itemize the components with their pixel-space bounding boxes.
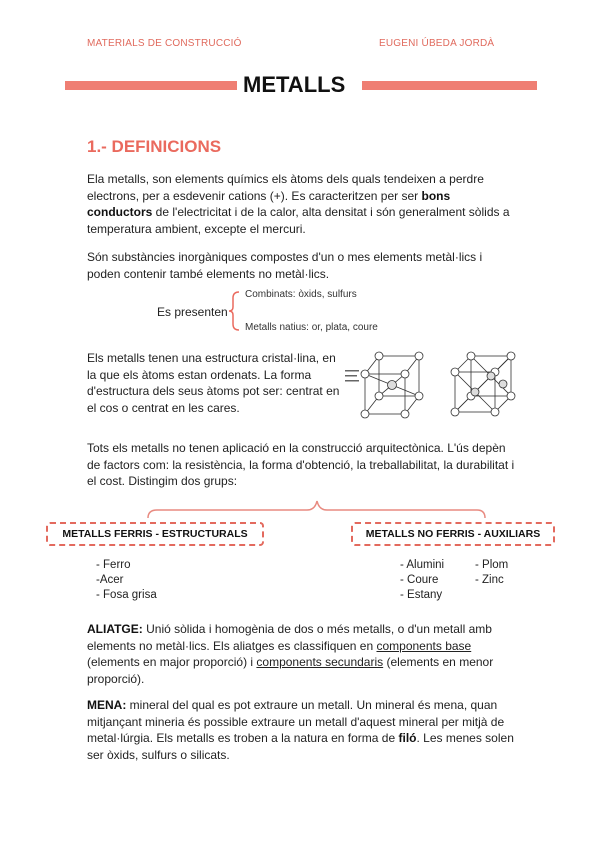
paragraph-substances: Són substàncies inorgàniques compostes d'un o mes elements metàl·lics i poden contenir també elements no metàl·lics. xyxy=(87,250,483,281)
group-bracket xyxy=(145,498,490,520)
presentation-item-1: Combinats: òxids, sulfurs xyxy=(245,289,357,300)
list-item: - Coure xyxy=(400,574,439,586)
presentation-label: Es presenten xyxy=(157,305,228,319)
paragraph-alloy: ALIATGE: Unió sòlida i homogènia de dos o més metalls, o d'un metall amb elements no metàl·lics. Els aliatges es classifiquen en components base (elements en major proporció) i components secundaris (elements en menor proporció). xyxy=(87,622,494,686)
nonferrous-list-2 xyxy=(475,558,508,588)
paragraph-definition: Ela metalls, son elements químics els àtoms dels quals tendeixen a perdre electrons, per a esdevenir cations (+). Es caracteritzen per ser bons conductors de l'electricitat i de la calor, alta densitat i són generalment sòlids a temperatura ambient, excepte el mercuri. xyxy=(87,172,510,236)
paragraph-ore: MENA: mineral del qual es pot extraure un metall. Un mineral és mena, quan mitjançant mineria és possible extraure un metall d'aquest mineral per mitjà de metal·lúrgia. Els metalls es troben a la natura en forma de filó. Les menes solen ser òxids, sulfurs o silicats. xyxy=(87,698,514,762)
section-heading: 1.- DEFINICIONS xyxy=(87,137,222,156)
list-item: - Ferro xyxy=(96,559,131,571)
header-left: MATERIALS DE CONSTRUCCIÓ xyxy=(87,38,242,49)
bcc-crystal-figure xyxy=(343,348,428,420)
presentation-item-2: Metalls natius: or, plata, coure xyxy=(245,322,378,333)
page-title: METALLS xyxy=(243,72,346,97)
list-item: - Fosa grisa xyxy=(96,589,157,601)
ferrous-group-box: METALLS FERRIS - ESTRUCTURALS xyxy=(46,522,264,546)
paragraph-applications: Tots els metalls no tenen aplicació en la construcció arquitectònica. L'ús depèn de factors com: la resistència, la forma d'obtenció, la treballabilitat, la durabilitat i el cost. Distingim dos grups: xyxy=(87,441,515,488)
list-item: - Zinc xyxy=(475,574,504,586)
paragraph-crystal: Els metalls tenen una estructura cristal·lina, en la que els àtoms estan ordenats. La forma d'estructura dels seus àtoms pot ser: centrat en el cos o centrat en les cares. xyxy=(87,351,340,415)
header-right: EUGENI ÚBEDA JORDÀ xyxy=(379,38,495,49)
brace-icon xyxy=(227,290,241,332)
list-item: - Alumini xyxy=(400,559,445,571)
title-bar-left xyxy=(65,81,237,90)
list-item: - Plom xyxy=(475,559,509,571)
nonferrous-list-1 xyxy=(400,558,444,603)
fcc-crystal-figure xyxy=(447,350,522,420)
nonferrous-group-box: METALLS NO FERRIS - AUXILIARS xyxy=(351,522,555,546)
ferrous-list xyxy=(96,558,157,603)
title-bar-right xyxy=(362,81,537,90)
list-item: - Estany xyxy=(400,589,443,601)
list-item: -Acer xyxy=(96,574,124,586)
